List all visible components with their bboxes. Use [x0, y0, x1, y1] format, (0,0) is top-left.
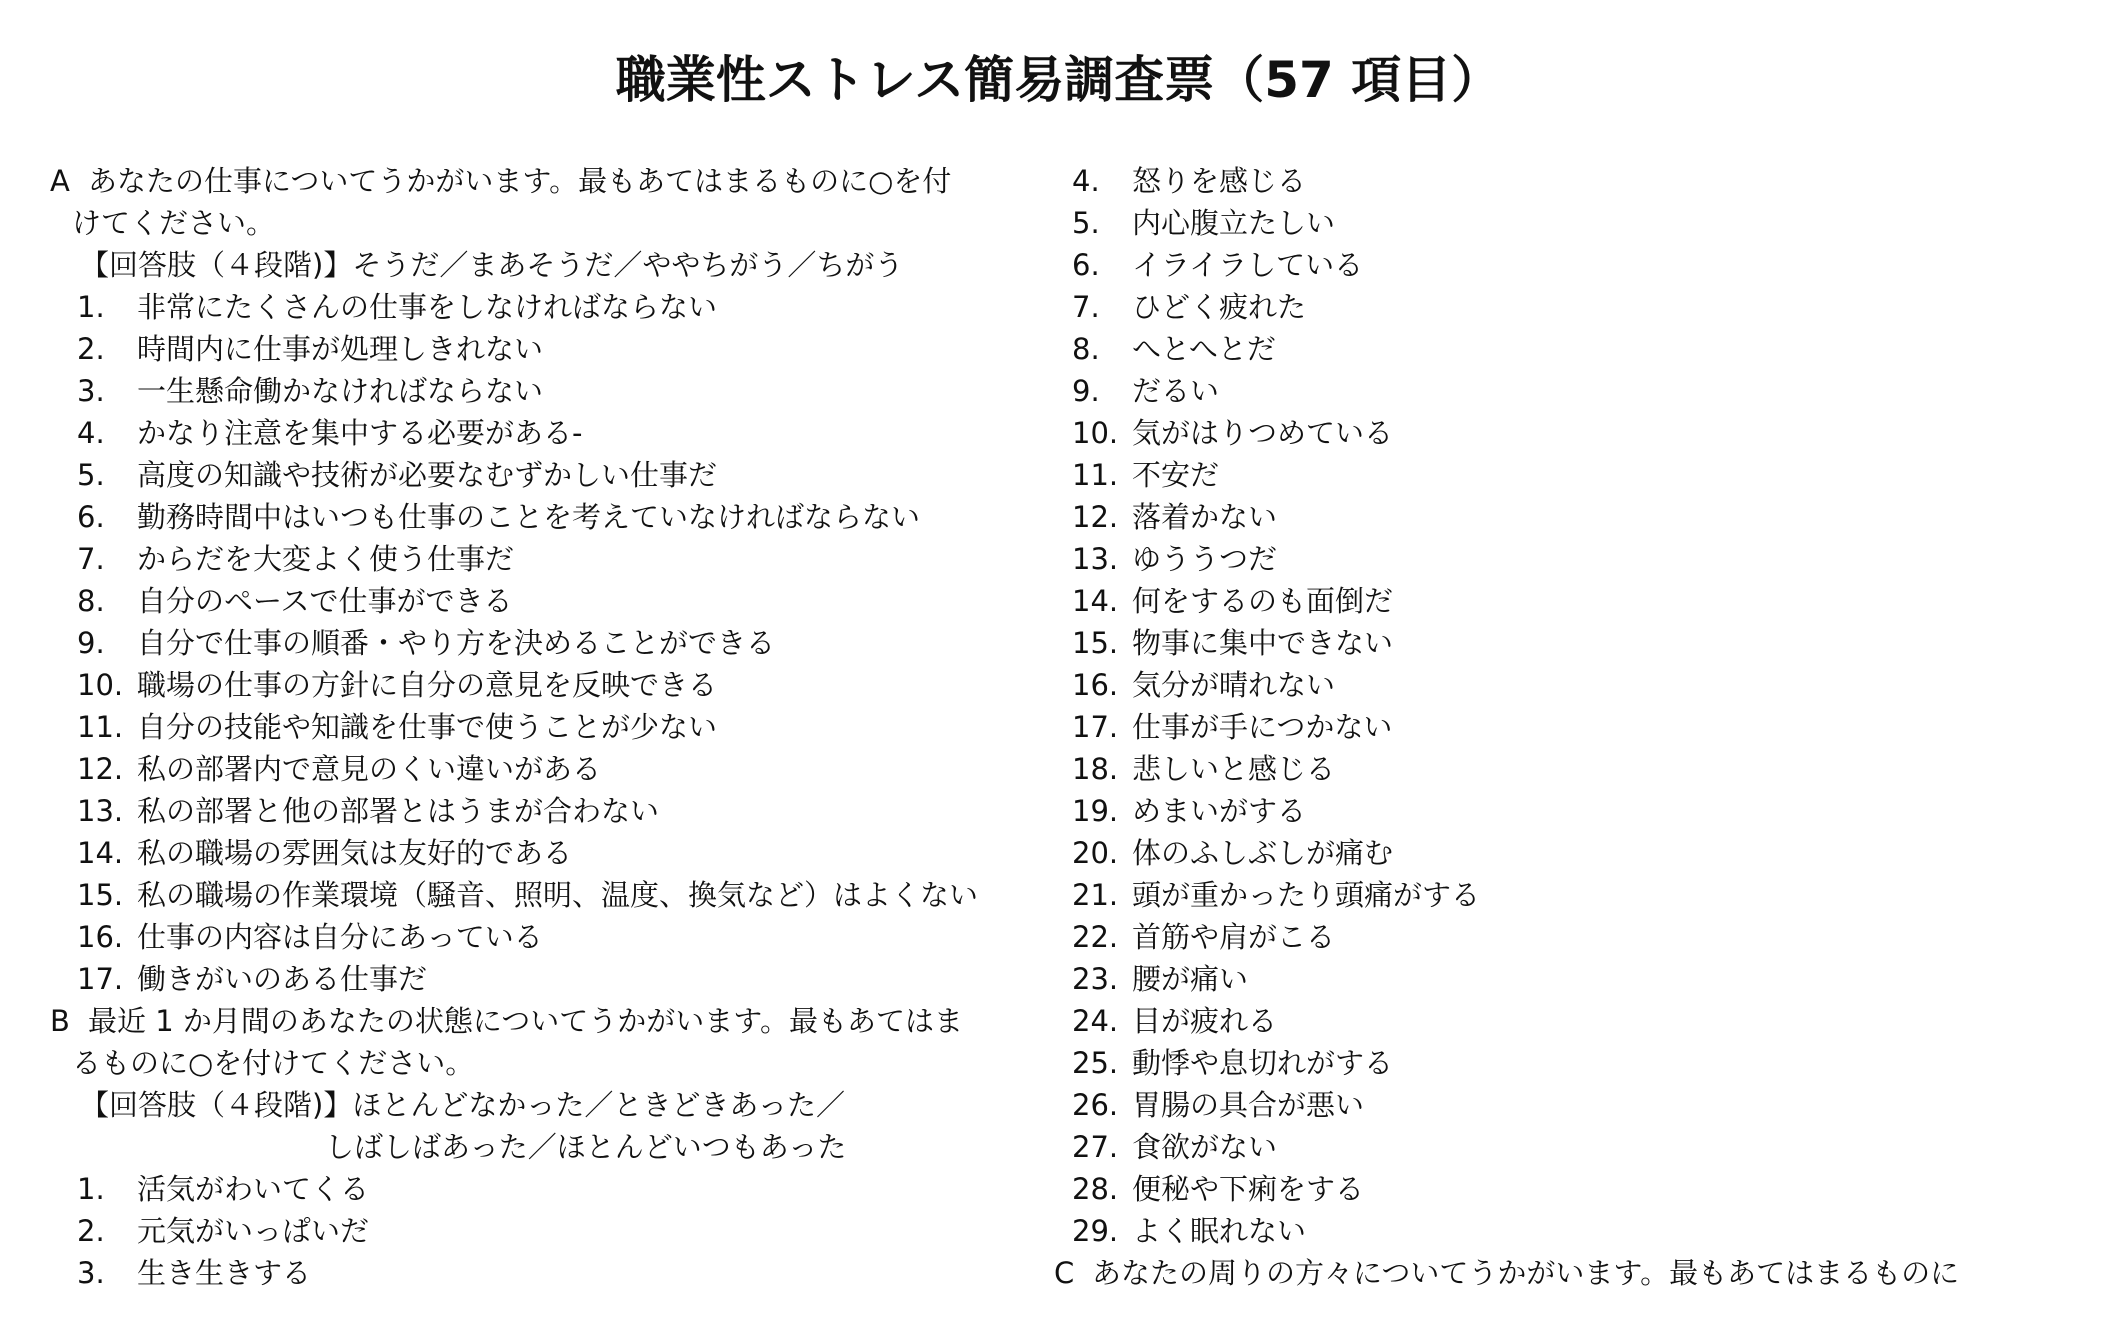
question-text: ひどく疲れた	[1132, 290, 1307, 324]
question-number: 9.	[1072, 374, 1100, 408]
question-number: 1.	[77, 290, 105, 324]
question-number: 17.	[77, 962, 124, 996]
question-text: 仕事の内容は自分にあっている	[137, 920, 543, 954]
question-item	[50, 1252, 1010, 1294]
question-text: 腰が痛い	[1132, 962, 1249, 996]
question-number: 6.	[77, 500, 105, 534]
section-b-answer-options: 【回答肢（４段階)】ほとんどなかった／ときどきあった／	[80, 1088, 846, 1122]
question-number: 18.	[1072, 752, 1119, 786]
question-item	[50, 790, 1010, 832]
question-item	[50, 874, 1010, 916]
question-item	[1054, 244, 2084, 286]
question-item	[1054, 1126, 2084, 1168]
question-text: 働きがいのある仕事だ	[137, 962, 428, 996]
question-item	[1054, 622, 2084, 664]
question-item	[1054, 706, 2084, 748]
question-item	[50, 622, 1010, 664]
question-text: 生き生きする	[137, 1256, 312, 1290]
question-number: 8.	[77, 584, 105, 618]
question-item	[1054, 202, 2084, 244]
right-column	[1054, 160, 2084, 1294]
question-number: 15.	[1072, 626, 1119, 660]
left-column	[50, 160, 1010, 1294]
question-text: 悲しいと感じる	[1132, 752, 1336, 786]
question-text: 自分で仕事の順番・やり方を決めることができる	[137, 626, 776, 660]
question-item	[1054, 370, 2084, 412]
section-b-item-list-left	[50, 1168, 1010, 1294]
question-number: 25.	[1072, 1046, 1119, 1080]
section-a-heading	[50, 160, 1010, 202]
question-text: 自分のペースで仕事ができる	[137, 584, 513, 618]
question-text: 気分が晴れない	[1132, 668, 1336, 702]
question-number: 27.	[1072, 1130, 1119, 1164]
section-c-heading	[1054, 1252, 2084, 1294]
question-text: 内心腹立たしい	[1132, 206, 1336, 240]
question-number: 10.	[77, 668, 124, 702]
question-number: 2.	[77, 332, 105, 366]
question-text: 活気がわいてくる	[137, 1172, 370, 1206]
question-number: 3.	[77, 374, 105, 408]
question-number: 16.	[1072, 668, 1119, 702]
question-item	[1054, 958, 2084, 1000]
section-c-letter: C	[1054, 1256, 1075, 1290]
question-number: 20.	[1072, 836, 1119, 870]
question-item	[1054, 748, 2084, 790]
question-text: よく眠れない	[1132, 1214, 1307, 1248]
question-text: 落着かない	[1132, 500, 1278, 534]
question-number: 5.	[77, 458, 105, 492]
question-item	[1054, 916, 2084, 958]
question-item	[50, 580, 1010, 622]
question-text: イライラしている	[1132, 248, 1364, 282]
question-item	[1054, 664, 2084, 706]
section-b-letter: B	[50, 1004, 70, 1038]
question-number: 26.	[1072, 1088, 1119, 1122]
section-b-instruction-cont: るものに○を付けてください。	[72, 1046, 475, 1080]
section-b-item-list-right	[1054, 160, 2084, 1252]
question-text: 勤務時間中はいつも仕事のことを考えていなければならない	[137, 500, 921, 534]
question-item	[50, 370, 1010, 412]
question-text: 何をするのも面倒だ	[1132, 584, 1394, 618]
question-number: 12.	[77, 752, 124, 786]
question-text: 一生懸命働かなければならない	[137, 374, 544, 408]
question-text: 気がはりつめている	[1132, 416, 1394, 450]
section-b-instruction: 最近 1 か月間のあなたの状態についてうかがいます。最もあてはま	[88, 1004, 963, 1038]
question-text: へとへとだ	[1132, 332, 1276, 366]
question-number: 14.	[1072, 584, 1119, 618]
page-title: 職業性ストレス簡易調査票（57 項目）	[615, 51, 1502, 109]
question-item	[1054, 538, 2084, 580]
question-text: 体のふしぶしが痛む	[1132, 836, 1394, 870]
question-item	[1054, 496, 2084, 538]
question-text: 不安だ	[1132, 458, 1220, 492]
section-b-heading	[50, 1000, 1010, 1042]
question-item	[50, 664, 1010, 706]
section-a-letter: A	[50, 164, 70, 198]
question-item	[1054, 1168, 2084, 1210]
question-text: ゆううつだ	[1132, 542, 1278, 576]
question-number: 12.	[1072, 500, 1119, 534]
question-text: 時間内に仕事が処理しきれない	[137, 332, 544, 366]
question-text: 食欲がない	[1132, 1130, 1278, 1164]
question-item	[1054, 412, 2084, 454]
question-text: めまいがする	[1132, 794, 1307, 828]
question-item	[50, 412, 1010, 454]
section-a-instruction: あなたの仕事についてうかがいます。最もあてはまるものに○を付	[88, 164, 952, 198]
question-text: かなり注意を集中する必要がある-	[137, 416, 583, 450]
question-number: 6.	[1072, 248, 1100, 282]
question-text: 高度の知識や技術が必要なむずかしい仕事だ	[137, 458, 718, 492]
question-item	[1054, 1210, 2084, 1252]
question-item	[1054, 874, 2084, 916]
question-item	[50, 496, 1010, 538]
question-number: 16.	[77, 920, 124, 954]
question-item	[1054, 1042, 2084, 1084]
section-c-instruction: あなたの周りの方々についてうかがいます。最もあてはまるものに	[1092, 1256, 1960, 1290]
question-number: 5.	[1072, 206, 1100, 240]
question-item	[50, 958, 1010, 1000]
question-number: 14.	[77, 836, 124, 870]
question-text: 私の職場の雰囲気は友好的である	[137, 836, 573, 870]
question-text: だるい	[1132, 374, 1220, 408]
question-item	[1054, 286, 2084, 328]
question-number: 23.	[1072, 962, 1119, 996]
section-b-answer-options-cont: しばしばあった／ほとんどいつもあった	[325, 1130, 847, 1164]
question-text: 仕事が手につかない	[1132, 710, 1393, 744]
question-number: 24.	[1072, 1004, 1119, 1038]
question-text: 動悸や息切れがする	[1132, 1046, 1394, 1080]
question-item	[1054, 454, 2084, 496]
question-text: 私の部署内で意見のくい違いがある	[137, 752, 602, 786]
question-number: 29.	[1072, 1214, 1119, 1248]
section-a-answer-options: 【回答肢（４段階)】そうだ／まあそうだ／ややちがう／ちがう	[80, 248, 904, 282]
question-number: 9.	[77, 626, 105, 660]
question-item	[1054, 832, 2084, 874]
question-text: 元気がいっぱいだ	[137, 1214, 370, 1248]
section-a-item-list	[50, 286, 1010, 1000]
question-item	[1054, 328, 2084, 370]
question-number: 4.	[77, 416, 105, 450]
question-number: 8.	[1072, 332, 1100, 366]
question-item	[50, 454, 1010, 496]
question-text: 目が疲れる	[1132, 1004, 1278, 1038]
question-item	[50, 916, 1010, 958]
question-number: 17.	[1072, 710, 1119, 744]
question-number: 13.	[77, 794, 124, 828]
question-item	[1054, 790, 2084, 832]
question-text: 私の職場の作業環境（騒音、照明、温度、換気など）はよくない	[137, 878, 979, 912]
question-item	[50, 538, 1010, 580]
question-number: 11.	[77, 710, 124, 744]
question-number: 1.	[77, 1172, 105, 1206]
question-text: からだを大変よく使う仕事だ	[137, 542, 515, 576]
question-text: 非常にたくさんの仕事をしなければならない	[137, 290, 718, 324]
question-number: 21.	[1072, 878, 1119, 912]
question-number: 22.	[1072, 920, 1119, 954]
question-text: 自分の技能や知識を仕事で使うことが少ない	[137, 710, 718, 744]
question-text: 便秘や下痢をする	[1132, 1172, 1365, 1206]
question-number: 2.	[77, 1214, 105, 1248]
question-item	[1054, 1084, 2084, 1126]
question-item	[50, 286, 1010, 328]
question-item	[50, 328, 1010, 370]
question-number: 19.	[1072, 794, 1119, 828]
question-item	[50, 832, 1010, 874]
question-text: 職場の仕事の方針に自分の意見を反映できる	[137, 668, 718, 702]
question-number: 13.	[1072, 542, 1119, 576]
question-number: 7.	[77, 542, 105, 576]
question-text: 怒りを感じる	[1132, 164, 1307, 198]
question-number: 10.	[1072, 416, 1119, 450]
question-text: 物事に集中できない	[1132, 626, 1394, 660]
question-number: 3.	[77, 1256, 105, 1290]
question-item	[50, 1168, 1010, 1210]
question-number: 4.	[1072, 164, 1100, 198]
section-a-instruction-cont: けてください。	[72, 206, 276, 240]
question-text: 胃腸の具合が悪い	[1132, 1088, 1365, 1122]
question-number: 7.	[1072, 290, 1100, 324]
question-item	[1054, 160, 2084, 202]
question-item	[50, 1210, 1010, 1252]
question-text: 首筋や肩がこる	[1132, 920, 1336, 954]
question-number: 15.	[77, 878, 124, 912]
question-text: 頭が重かったり頭痛がする	[1132, 878, 1481, 912]
question-item	[50, 748, 1010, 790]
question-item	[1054, 1000, 2084, 1042]
question-item	[1054, 580, 2084, 622]
question-number: 28.	[1072, 1172, 1119, 1206]
question-item	[50, 706, 1010, 748]
question-text: 私の部署と他の部署とはうまが合わない	[137, 794, 660, 828]
question-number: 11.	[1072, 458, 1119, 492]
